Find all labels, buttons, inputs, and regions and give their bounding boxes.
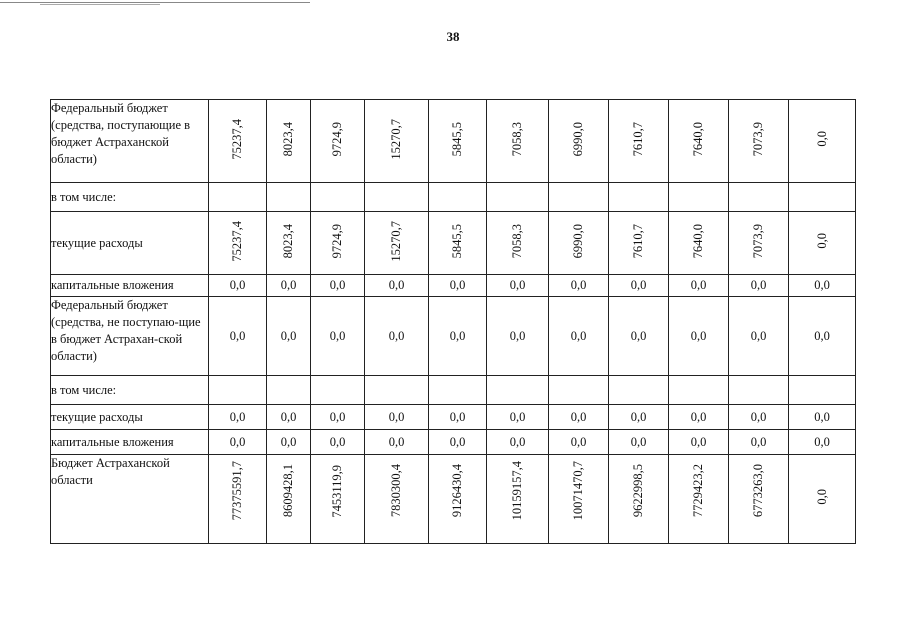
cell-value: 0,0 xyxy=(509,278,526,292)
value-cell xyxy=(549,275,609,297)
value-cell xyxy=(267,405,311,430)
cell-value: 0,0 xyxy=(690,328,707,343)
value-cell xyxy=(209,100,267,183)
cell-value: 0,0 xyxy=(388,278,405,292)
value-cell xyxy=(209,405,267,430)
value-cell xyxy=(429,405,487,430)
row-label: Федеральный бюджет (средства, не поступаю-щие в бюджет Астрахан-ской области) xyxy=(51,297,209,376)
cell-value: 0,0 xyxy=(570,409,587,424)
table-row xyxy=(51,100,856,183)
value-cell xyxy=(365,430,429,455)
cell-value: 0,0 xyxy=(229,409,246,424)
value-cell xyxy=(549,212,609,275)
cell-value: 10159157,4 xyxy=(510,461,524,521)
row-label: текущие расходы xyxy=(51,405,209,430)
cell-value: 0,0 xyxy=(388,328,405,343)
cell-value: 0,0 xyxy=(388,409,405,424)
value-cell xyxy=(209,275,267,297)
value-cell xyxy=(487,183,549,212)
value-cell xyxy=(311,183,365,212)
cell-value: 0,0 xyxy=(630,278,647,292)
cell-value: 5845,5 xyxy=(450,223,464,259)
value-cell xyxy=(669,405,729,430)
value-cell xyxy=(789,212,856,275)
value-cell xyxy=(487,376,549,405)
value-cell xyxy=(729,275,789,297)
cell-value: 0,0 xyxy=(509,434,526,449)
value-cell xyxy=(267,212,311,275)
cell-value: 6990,0 xyxy=(571,223,585,259)
value-cell xyxy=(609,275,669,297)
row-label: капитальные вложения xyxy=(51,430,209,455)
cell-value: 0,0 xyxy=(814,409,830,424)
value-cell xyxy=(669,212,729,275)
cell-value: 0,0 xyxy=(570,278,587,292)
cell-value: 0,0 xyxy=(750,434,767,449)
row-label: текущие расходы xyxy=(51,212,209,275)
budget-table xyxy=(50,99,856,544)
cell-value: 0,0 xyxy=(630,434,647,449)
table-row xyxy=(51,275,856,297)
value-cell xyxy=(365,212,429,275)
cell-value: 0,0 xyxy=(814,278,830,292)
table-row xyxy=(51,212,856,275)
value-cell xyxy=(311,376,365,405)
value-cell xyxy=(267,183,311,212)
cell-value: 0,0 xyxy=(329,278,346,292)
cell-value: 7453119,9 xyxy=(330,464,344,518)
cell-value: 7830300,4 xyxy=(389,464,403,518)
value-cell xyxy=(209,212,267,275)
cell-value: 0,0 xyxy=(750,328,767,343)
value-cell xyxy=(429,183,487,212)
value-cell xyxy=(549,297,609,376)
value-cell xyxy=(365,100,429,183)
value-cell xyxy=(267,275,311,297)
cell-value: 0,0 xyxy=(280,409,297,424)
cell-value: 75237,4 xyxy=(230,220,244,262)
scan-artifact-line xyxy=(40,4,160,5)
cell-value: 7058,3 xyxy=(510,223,524,259)
cell-value: 0,0 xyxy=(280,434,297,449)
table-row xyxy=(51,430,856,455)
value-cell xyxy=(487,100,549,183)
value-cell xyxy=(789,100,856,183)
value-cell xyxy=(669,275,729,297)
value-cell xyxy=(549,430,609,455)
cell-value: 7640,0 xyxy=(691,223,705,259)
value-cell xyxy=(609,183,669,212)
value-cell xyxy=(549,183,609,212)
cell-value: 0,0 xyxy=(690,278,707,292)
cell-value: 0,0 xyxy=(690,434,707,449)
cell-value: 8609428,1 xyxy=(281,464,295,518)
value-cell xyxy=(609,455,669,544)
value-cell xyxy=(487,275,549,297)
value-cell xyxy=(429,100,487,183)
value-cell xyxy=(429,297,487,376)
value-cell xyxy=(729,376,789,405)
value-cell xyxy=(429,455,487,544)
value-cell xyxy=(609,212,669,275)
cell-value: 6990,0 xyxy=(571,121,585,157)
cell-value: 0,0 xyxy=(509,328,526,343)
value-cell xyxy=(729,455,789,544)
value-cell xyxy=(729,405,789,430)
value-cell xyxy=(789,405,856,430)
cell-value: 15270,7 xyxy=(389,220,403,262)
value-cell xyxy=(549,376,609,405)
value-cell xyxy=(311,455,365,544)
cell-value: 10071470,7 xyxy=(571,461,585,521)
value-cell xyxy=(209,183,267,212)
value-cell xyxy=(549,455,609,544)
value-cell xyxy=(365,405,429,430)
cell-value: 0,0 xyxy=(229,278,246,292)
cell-value: 7073,9 xyxy=(751,121,765,157)
cell-value: 0,0 xyxy=(329,434,346,449)
cell-value: 0,0 xyxy=(690,409,707,424)
cell-value: 0,0 xyxy=(570,328,587,343)
value-cell xyxy=(729,183,789,212)
cell-value: 0,0 xyxy=(229,434,246,449)
table-row xyxy=(51,455,856,544)
cell-value: 0,0 xyxy=(814,131,829,147)
value-cell xyxy=(609,376,669,405)
value-cell xyxy=(729,100,789,183)
value-cell xyxy=(789,275,856,297)
value-cell xyxy=(789,455,856,544)
value-cell xyxy=(429,376,487,405)
value-cell xyxy=(209,297,267,376)
value-cell xyxy=(429,430,487,455)
value-cell xyxy=(789,183,856,212)
value-cell xyxy=(487,430,549,455)
value-cell xyxy=(487,405,549,430)
cell-value: 6773263,0 xyxy=(751,464,765,518)
value-cell xyxy=(209,376,267,405)
cell-value: 0,0 xyxy=(509,409,526,424)
cell-value: 7610,7 xyxy=(631,121,645,157)
value-cell xyxy=(729,297,789,376)
cell-value: 0,0 xyxy=(449,328,466,343)
cell-value: 9126430,4 xyxy=(450,464,464,518)
cell-value: 5845,5 xyxy=(450,121,464,157)
value-cell xyxy=(669,376,729,405)
cell-value: 0,0 xyxy=(750,409,767,424)
value-cell xyxy=(311,275,365,297)
row-label: в том числе: xyxy=(51,183,209,212)
value-cell xyxy=(609,430,669,455)
cell-value: 0,0 xyxy=(449,278,466,292)
value-cell xyxy=(789,297,856,376)
page-number: 38 xyxy=(446,29,460,44)
value-cell xyxy=(669,455,729,544)
value-cell xyxy=(365,455,429,544)
value-cell xyxy=(609,405,669,430)
value-cell xyxy=(267,100,311,183)
cell-value: 7073,9 xyxy=(751,223,765,259)
cell-value: 0,0 xyxy=(329,328,346,343)
value-cell xyxy=(669,430,729,455)
row-label: капитальные вложения xyxy=(51,275,209,297)
value-cell xyxy=(669,297,729,376)
row-label: Федеральный бюджет (средства, поступающие в бюджет Астраханской области) xyxy=(51,100,209,183)
value-cell xyxy=(789,376,856,405)
cell-value: 0,0 xyxy=(814,434,830,449)
cell-value: 0,0 xyxy=(388,434,405,449)
value-cell xyxy=(311,405,365,430)
value-cell xyxy=(311,100,365,183)
cell-value: 0,0 xyxy=(280,278,297,292)
value-cell xyxy=(365,183,429,212)
cell-value: 75237,4 xyxy=(230,118,244,160)
value-cell xyxy=(365,297,429,376)
cell-value: 9724,9 xyxy=(330,121,344,157)
cell-value: 8023,4 xyxy=(281,121,295,157)
value-cell xyxy=(209,455,267,544)
value-cell xyxy=(487,212,549,275)
value-cell xyxy=(365,275,429,297)
value-cell xyxy=(429,212,487,275)
row-label: Бюджет Астраханской области xyxy=(51,455,209,544)
cell-value: 0,0 xyxy=(814,328,830,343)
value-cell xyxy=(311,212,365,275)
cell-value: 7640,0 xyxy=(691,121,705,157)
cell-value: 0,0 xyxy=(229,328,246,343)
value-cell xyxy=(311,430,365,455)
cell-value: 0,0 xyxy=(449,434,466,449)
table-row xyxy=(51,405,856,430)
value-cell xyxy=(267,455,311,544)
value-cell xyxy=(669,100,729,183)
value-cell xyxy=(729,212,789,275)
cell-value: 0,0 xyxy=(630,409,647,424)
value-cell xyxy=(311,297,365,376)
value-cell xyxy=(729,430,789,455)
value-cell xyxy=(365,376,429,405)
cell-value: 7058,3 xyxy=(510,121,524,157)
value-cell xyxy=(209,430,267,455)
value-cell xyxy=(267,376,311,405)
cell-value: 0,0 xyxy=(449,409,466,424)
table-row xyxy=(51,297,856,376)
table-row xyxy=(51,376,856,405)
cell-value: 0,0 xyxy=(630,328,647,343)
table-body xyxy=(51,100,856,544)
cell-value: 9622998,5 xyxy=(631,464,645,518)
scan-artifact-line xyxy=(0,2,310,3)
value-cell xyxy=(549,100,609,183)
value-cell xyxy=(487,297,549,376)
value-cell xyxy=(609,297,669,376)
cell-value: 9724,9 xyxy=(330,223,344,259)
value-cell xyxy=(429,275,487,297)
value-cell xyxy=(549,405,609,430)
value-cell xyxy=(669,183,729,212)
value-cell xyxy=(609,100,669,183)
cell-value: 0,0 xyxy=(329,409,346,424)
cell-value: 0,0 xyxy=(280,328,297,343)
cell-value: 7610,7 xyxy=(631,223,645,259)
value-cell xyxy=(267,297,311,376)
cell-value: 0,0 xyxy=(570,434,587,449)
value-cell xyxy=(267,430,311,455)
cell-value: 0,0 xyxy=(814,233,829,249)
row-label: в том числе: xyxy=(51,376,209,405)
cell-value: 0,0 xyxy=(750,278,767,292)
value-cell xyxy=(487,455,549,544)
cell-value: 0,0 xyxy=(814,489,829,505)
table-row xyxy=(51,183,856,212)
cell-value: 77375591,7 xyxy=(230,461,244,521)
cell-value: 7729423,2 xyxy=(691,464,705,518)
cell-value: 15270,7 xyxy=(389,118,403,160)
cell-value: 8023,4 xyxy=(281,223,295,259)
value-cell xyxy=(789,430,856,455)
